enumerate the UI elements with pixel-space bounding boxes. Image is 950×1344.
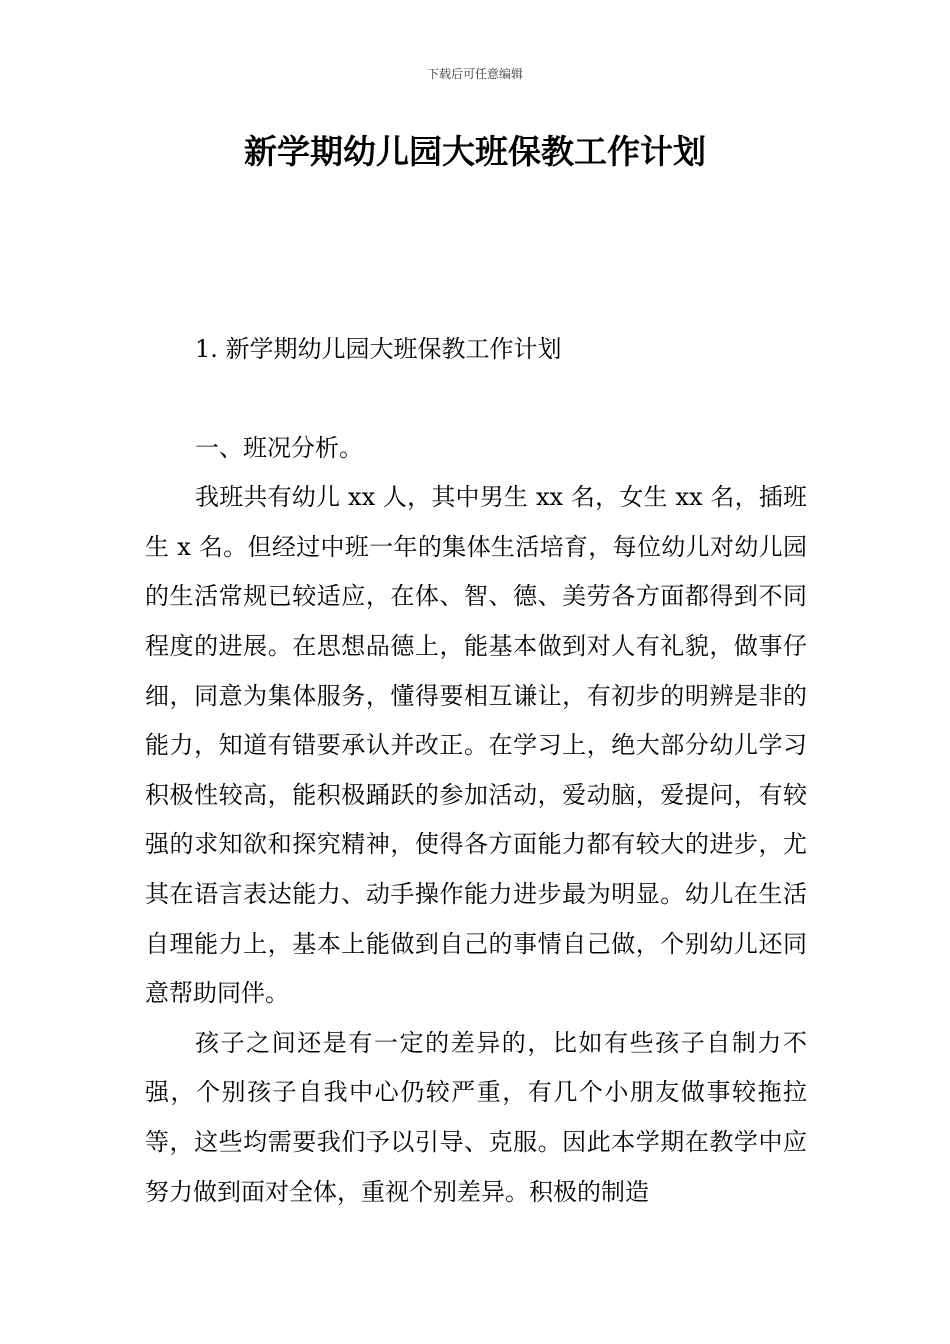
paragraph: 孩子之间还是有一定的差异的，比如有些孩子自制力不强，个别孩子自我中心仍较严重，有几个小朋友做事较拖拉等，这些均需要我们予以引导、克服。因此本学期在教学中应努力做到面对全体，重视个别差异。积极的制造 <box>145 1028 807 1206</box>
subheading-class-analysis: 一、班况分析。 <box>195 433 363 462</box>
paragraph: 我班共有幼儿 xx 人，其中男生 xx 名，女生 xx 名，插班生 x 名。但经过中班一年的集体生活培育，每位幼儿对幼儿园的生活常规已较适应，在体、智、德、美劳各方面都得到不同程度的进展。在思想品德上，能基本做到对人有礼貌，做事仔细，同意为集体服务，懂得要相互谦让，有初步的明辨是非的能力，知道有错要承认并改正。在学习上，绝大部分幼儿学习积极性较高，能积极踊跃的参加活动，爱动脑，爱提问，有较强的求知欲和探究精神，使得各方面能力都有较大的进步，尤其在语言表达能力、动手操作能力进步最为明显。幼儿在生活自理能力上，基本上能做到自己的事情自己做，个别幼儿还同意帮助同伴。 <box>145 483 807 1008</box>
page-header-note: 下载后可任意编辑 <box>426 67 523 81</box>
document-body <box>145 325 807 1217</box>
section-heading: 1. 新学期幼儿园大班保教工作计划 <box>195 335 562 363</box>
document-title: 新学期幼儿园大班保教工作计划 <box>244 132 706 171</box>
